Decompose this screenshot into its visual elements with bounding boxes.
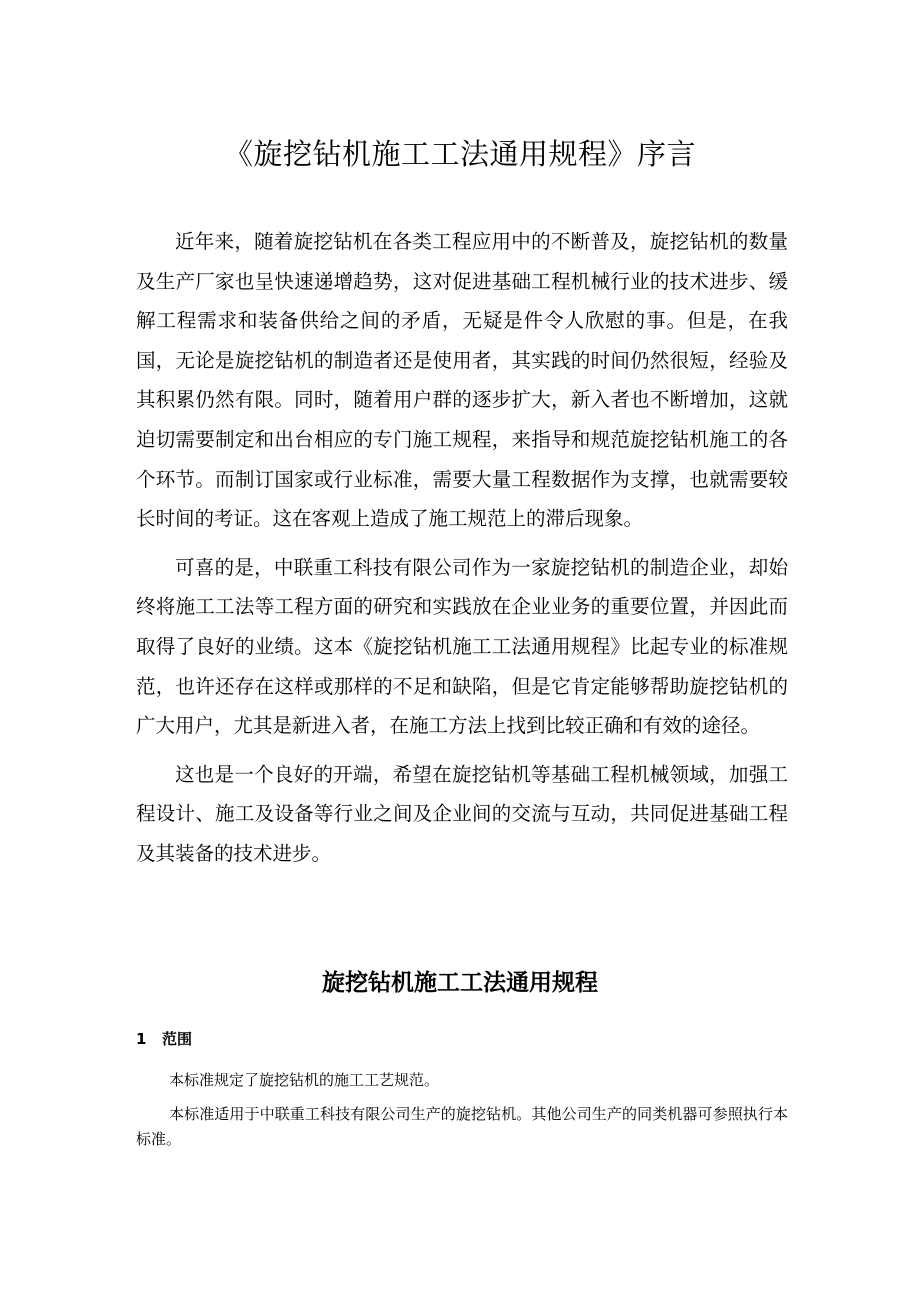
section-paragraph-2: 本标准适用于中联重工科技有限公司生产的旋挖钻机。其他公司生产的同类机器可参照执行本标准。 bbox=[136, 1105, 788, 1148]
section-body bbox=[136, 1068, 788, 1161]
preface-paragraph-3: 这也是一个良好的开端，希望在旋挖钻机等基础工程机械领域，加强工程设计、施工及设备等行业之间及企业间的交流与互动，共同促进基础工程及其装备的技术进步。 bbox=[136, 762, 788, 865]
section-title: 范围 bbox=[162, 1030, 193, 1048]
preface-paragraph-1: 近年来，随着旋挖钻机在各类工程应用中的不断普及，旋挖钻机的数量及生产厂家也呈快速递增趋势，这对促进基础工程机械行业的技术进步、缓解工程需求和装备供给之间的矛盾，无疑是件令人欣慰的事。但是，在我国，无论是旋挖钻机的制造者还是使用者，其实践的时间仍然很短，经验及其积累仍然有限。同时，随着用户群的逐步扩大，新入者也不断增加，这就迫切需要制定和出台相应的专门施工规程，来指导和规范旋挖钻机施工的各个环节。而制订国家或行业标准，需要大量工程数据作为支撑，也就需要较长时间的考证。这在客观上造成了施工规范上的滞后现象。 bbox=[136, 230, 788, 531]
section-number: 1 bbox=[136, 1030, 147, 1048]
section-heading bbox=[136, 1028, 192, 1050]
standard-title: 旋挖钻机施工工法通用规程 bbox=[322, 970, 598, 996]
preface-paragraph-2: 可喜的是，中联重工科技有限公司作为一家旋挖钻机的制造企业，却始终将施工工法等工程方面的研究和实践放在企业业务的重要位置，并因此而取得了良好的业绩。这本《旋挖钻机施工工法通用规程》比起专业的标准规范，也许还存在这样或那样的不足和缺陷，但是它肯定能够帮助旋挖钻机的广大用户，尤其是新进入者，在施工方法上找到比较正确和有效的途径。 bbox=[136, 555, 788, 738]
section-paragraph-1: 本标准规定了旋挖钻机的施工工艺规范。 bbox=[169, 1071, 440, 1089]
preface-body bbox=[136, 222, 788, 883]
preface-title: 《旋挖钻机施工工法通用规程》序言 bbox=[223, 137, 696, 171]
